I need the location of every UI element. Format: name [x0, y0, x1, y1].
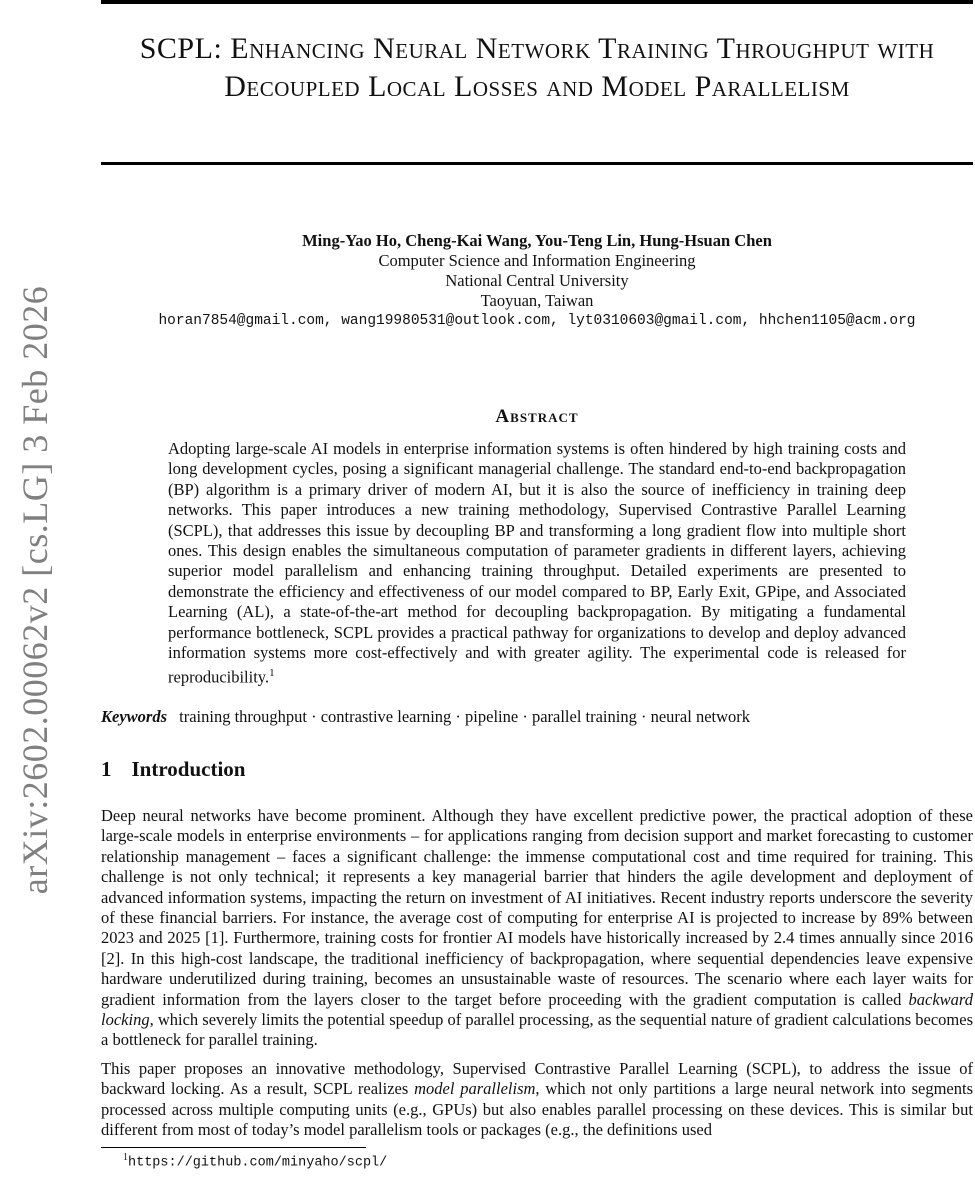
affiliation-university: National Central University: [445, 271, 629, 290]
intro-p1-text-b: , which severely limits the potential speedup of parallel processing, as the sequential nature of gradient calculations becomes a bottleneck for parallel training.: [101, 1010, 973, 1050]
footnote-number: 1: [123, 1152, 128, 1163]
introduction-body: [101, 806, 973, 1149]
title-bottom-rule: [101, 162, 973, 165]
keywords-label: Keywords: [101, 707, 167, 726]
affiliation-location: Taoyuan, Taiwan: [480, 291, 594, 310]
footnote-rule: [101, 1147, 366, 1148]
author-names: Ming-Yao Ho, Cheng-Kai Wang, You-Teng Lin, Hung-Hsuan Chen: [302, 231, 772, 250]
author-emails: horan7854@gmail.com, wang19980531@outlook.com, lyt0310603@gmail.com, hhchen1105@acm.org: [158, 313, 916, 329]
intro-p2-text-a: This paper proposes an innovative methodology, Supervised Contrastive Parallel Learning (SCPL), to address the issue of backward locking. As a result, SCPL realizes: [101, 1058, 973, 1099]
title-top-rule: [101, 0, 973, 4]
footnote-link[interactable]: https://github.com/minyaho/scpl/: [128, 1155, 388, 1171]
intro-p2-emphasis: model parallelism: [414, 1079, 536, 1099]
intro-p2-text-b: , which not only partitions a large neural network into segments processed across multiple computing units (e.g., GPUs) but also enables parallel processing on these devices. This is similar but different from most of today’s model parallelism tools or packages (e.g., the definitions used: [101, 1079, 973, 1140]
intro-paragraph-2: [101, 1059, 973, 1141]
keywords-list: training throughput · contrastive learning · pipeline · parallel training · neural network: [179, 707, 751, 726]
keywords-line: [101, 707, 973, 727]
arxiv-sidebar: [0, 0, 70, 1200]
section-heading-introduction: [101, 757, 245, 782]
affiliation-department: Computer Science and Information Engineering: [378, 251, 696, 270]
intro-p1-emphasis: backward locking: [101, 989, 973, 1030]
section-number: 1: [101, 757, 112, 781]
section-title: Introduction: [131, 757, 246, 781]
abstract-body: [168, 439, 906, 688]
intro-p1-text-a: Deep neural networks have become prominent. Although they have excellent predictive power, the practical adoption of these large-scale models in enterprise environments – for applications ranging from decision support and market forecasting to customer relationship management – faces a significant challenge: the immense computational cost and time required for training. This challenge is not only technical; it represents a key managerial barrier that hinders the agile development and deployment of advanced information systems, impacting the return on investment of AI initiatives. Recent industry reports underscore the severity of these financial barriers. For instance, the average cost of computing for enterprise AI is projected to increase by 89% between 2023 and 2025 [1]. Furthermore, training costs for frontier AI models have historically increased by 2.4 times annually since 2016 [2]. In this high-cost landscape, the traditional inefficiency of backpropagation, where sequential dependencies leave expensive hardware underutilized during training, becomes an unsustainable waste of resources. The scenario where each layer waits for gradient information from the layers closer to the target before proceeding with the gradient computation is called: [101, 806, 973, 1009]
footnote: [123, 1152, 387, 1171]
footnote-marker[interactable]: 1: [269, 667, 275, 680]
author-block: [101, 231, 973, 331]
abstract-text: Adopting large-scale AI models in enterprise information systems is often hindered by high training costs and long development cycles, posing a significant managerial challenge. The standard end-to-end backpropagation (BP) algorithm is a primary driver of modern AI, but it is also the source of inefficiency in training deep networks. This paper introduces a new training methodology, Supervised Contrastive Parallel Learning (SCPL), that addresses this issue by decoupling BP and transforming a long gradient flow into multiple short ones. This design enables the simultaneous computation of parameter gradients in different layers, achieving superior model parallelism and enhancing training throughput. Detailed experiments are presented to demonstrate the efficiency and effectiveness of our model compared to BP, Early Exit, GPipe, and Associated Learning (AL), a state-of-the-art method for decoupling backpropagation. By mitigating a fundamental performance bottleneck, SCPL provides a practical pathway for organizations to develop and deploy advanced information systems more cost-effectively and with greater agility. The experimental code is released for reproducibility.: [168, 439, 906, 687]
abstract-heading: Abstract: [495, 406, 579, 427]
intro-paragraph-1: [101, 806, 973, 1051]
arxiv-identifier: arXiv:2602.00062v2 [cs.LG] 3 Feb 2026: [15, 285, 55, 895]
paper-title: SCPL: Enhancing Neural Network Training Throughput with Decoupled Local Losses and Model Parallelism: [139, 32, 935, 103]
